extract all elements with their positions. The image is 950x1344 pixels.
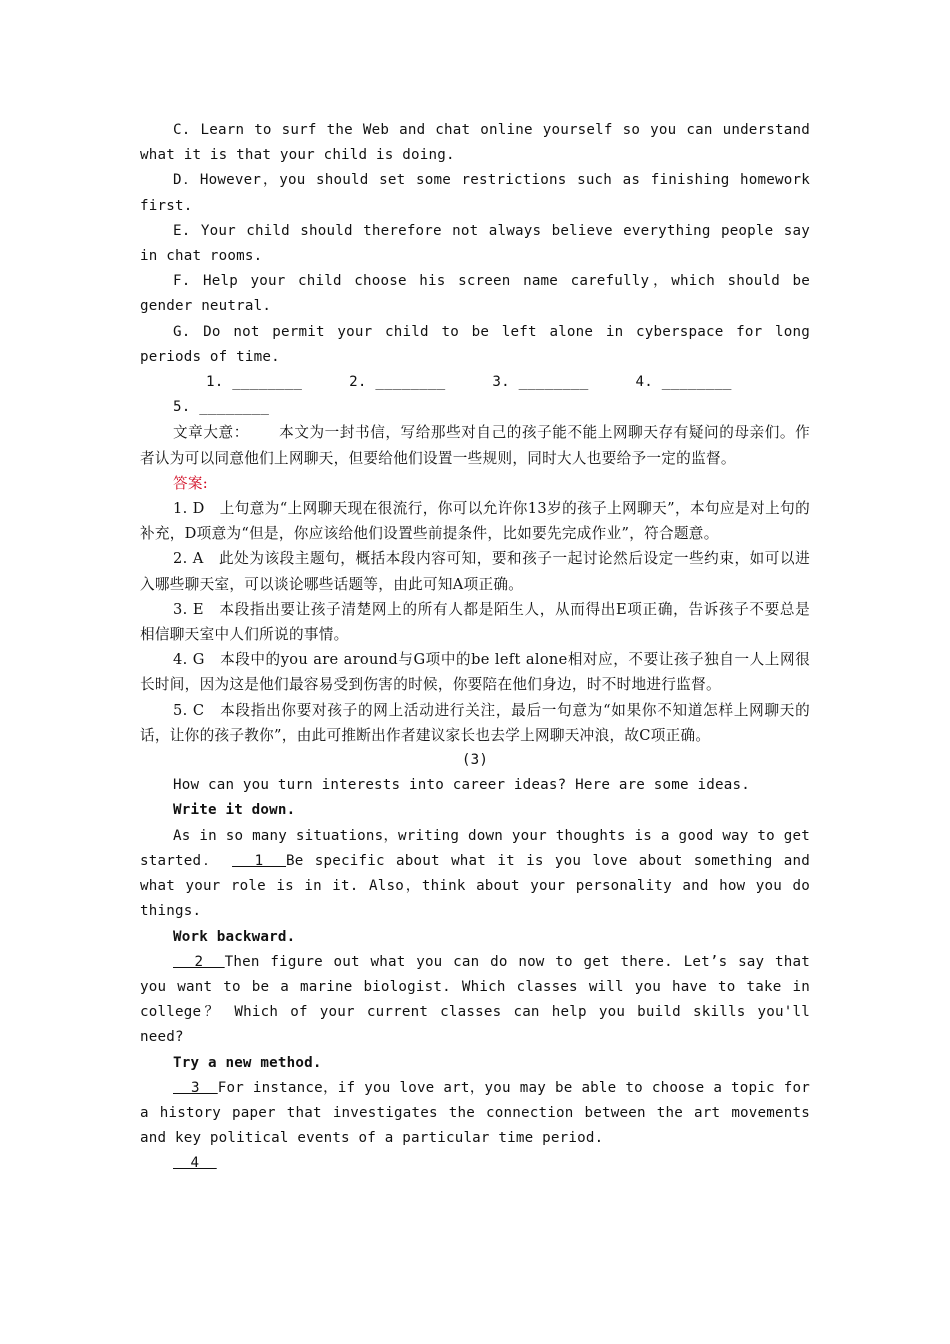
section-number: (3): [461, 752, 489, 769]
option-g: G. Do not permit your child to be left alone in cyberspace for long periods of time.: [140, 323, 810, 365]
paragraph-3-text: For instance，if you love art，you may be able to choose a topic for a history paper that investigates the connection between the art movements and key political events of a particular time period.: [140, 1079, 810, 1147]
paragraph-1-text-after: Be specific about what it is you love about something and what your role is in it. Also，think about your personality and how you do things.: [140, 852, 810, 920]
passage-paragraph-4: [140, 1151, 810, 1176]
blank-1[interactable]: 1. ________: [206, 374, 303, 391]
blank-3[interactable]: 3. ________: [492, 374, 589, 391]
passage-blank-2[interactable]: 2: [173, 953, 225, 970]
heading-work-backward: Work backward.: [173, 928, 296, 945]
passage-blank-3[interactable]: 3: [173, 1079, 218, 1096]
passage-intro: How can you turn interests into career ideas? Here are some ideas.: [173, 777, 750, 794]
answer-2: 2. A 此处为该段主题句，概括本段内容可知，要和孩子一起讨论然后设定一些约束，如可以进入哪些聊天室，可以谈论哪些话题等，由此可知A项正确。: [140, 550, 810, 593]
heading-write-it-down: Write it down.: [173, 802, 296, 819]
blank-4[interactable]: 4. ________: [635, 374, 732, 391]
answer-label: 答案:: [173, 474, 209, 492]
answer-5: 5. C 本段指出你要对孩子的网上活动进行关注，最后一句意为“如果你不知道怎样上网聊天的话，让你的孩子教你”，由此可推断出作者建议家长也去学上网聊天冲浪，故C项正确。: [140, 701, 810, 744]
paragraph-2-text: Then figure out what you can do now to get there. Let’s say that you want to be a marine biologist. Which classes will you have to take in college？ Which of your current classes can help you build skills you'll need?: [140, 953, 810, 1046]
passage-paragraph-1: [140, 824, 810, 925]
document-page: [140, 118, 810, 1177]
option-c: C. Learn to surf the Web and chat online yourself so you can understand what it is that your child is doing.: [140, 122, 810, 164]
option-d: D．However，you should set some restrictions such as finishing homework first.: [140, 172, 810, 214]
passage-blank-1[interactable]: 1: [232, 852, 287, 869]
answer-1: 1. D 上句意为“上网聊天现在很流行，你可以允许你13岁的孩子上网聊天”，本句应是对上句的补充，D项意为“但是，你应该给他们设置些前提条件，比如要先完成作业”，符合题意。: [140, 500, 810, 543]
passage-paragraph-2: [140, 950, 810, 1051]
summary-text: 本文为一封书信，写给那些对自己的孩子能不能上网聊天存有疑问的母亲们。作者认为可以同意他们上网聊天，但要给他们设置一些规则，同时大人也要给予一定的监督。: [140, 424, 810, 467]
summary-label: 文章大意：: [173, 424, 249, 442]
option-f: F. Help your child choose his screen name carefully，which should be gender neutral.: [140, 273, 810, 315]
passage-paragraph-3: [140, 1076, 810, 1152]
answer-4: 4. G 本段中的you are around与G项中的be left alone相对应，不要让孩子独自一人上网很长时间，因为这是他们最容易受到伤害的时候，你要陪在他们身边，时不时地进行监督。: [140, 651, 810, 694]
answer-3: 3. E 本段指出要让孩子清楚网上的所有人都是陌生人，从而得出E项正确，告诉孩子不要总是相信聊天室中人们所说的事情。: [140, 600, 810, 644]
blank-2[interactable]: 2. ________: [349, 374, 446, 391]
blank-5[interactable]: 5. ________: [173, 399, 270, 416]
answer-blanks: [140, 370, 810, 420]
summary: [140, 420, 810, 470]
heading-try-a-new-method: Try a new method.: [173, 1054, 322, 1071]
passage-blank-4[interactable]: 4: [173, 1155, 217, 1172]
option-e: E. Your child should therefore not always believe everything people say in chat rooms.: [140, 222, 810, 265]
paragraph-1-text-before: As in so many situations，writing down your thoughts is a good way to get started．: [140, 827, 810, 869]
